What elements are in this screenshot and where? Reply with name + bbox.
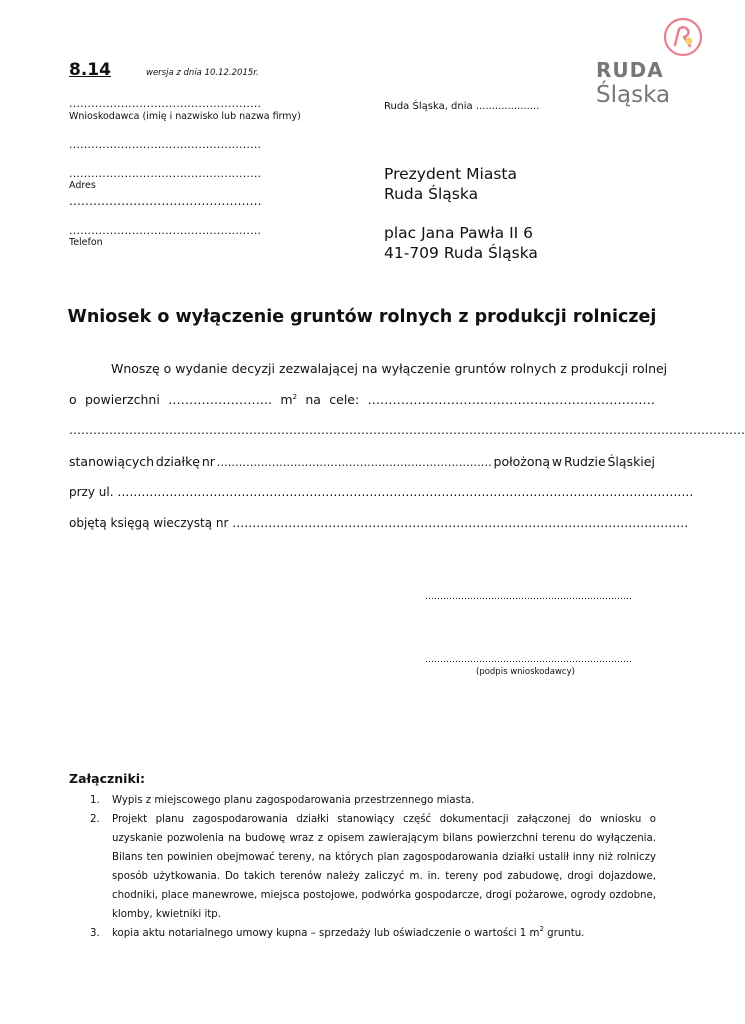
plot-word: Śląskiej: [607, 454, 655, 469]
intro-text: Wnoszę o wydanie decyzji zezwalającej na wyłączenie gruntów rolnych z produkcji rolnej: [111, 361, 668, 376]
attachment-number: 1.: [90, 795, 100, 806]
area-field[interactable]: …………………….: [168, 392, 273, 407]
phone-field[interactable]: ....................................................: [69, 224, 262, 237]
applicant-field[interactable]: ....................................................: [69, 97, 262, 110]
attachment-text: kopia aktu notarialnego umowy kupna – sprzedaży lub oświadczenie o wartości 1 $m^2$ gruntu.: [112, 925, 585, 939]
area-o: o: [69, 392, 77, 407]
recipient-line-1: Prezydent Miasta: [384, 165, 517, 183]
plot-line: [69, 454, 655, 469]
goal-field-2[interactable]: …………………………………………………………………………………………………………………………………………………….: [69, 423, 745, 437]
signature-field-2[interactable]: ……………………………………………………………: [425, 655, 632, 665]
logo-text-slaska: Śląska: [596, 82, 671, 108]
plot-word: działkę: [155, 454, 201, 469]
area-word: powierzchni: [84, 392, 160, 407]
recipient-line-4: 41-709 Ruda Śląska: [384, 244, 538, 262]
signature-label: (podpis wnioskodawcy): [476, 667, 575, 677]
plot-word: nr: [201, 454, 215, 469]
attachment-item: [69, 791, 656, 810]
address-field[interactable]: ....................................................: [69, 167, 262, 180]
recipient-line-3: plac Jana Pawła II 6: [384, 224, 533, 242]
street-field[interactable]: przy ul. ………………………………………………………………………………………………………………………………: [69, 485, 694, 499]
recipient-line-2: Ruda Śląska: [384, 185, 479, 203]
area-cel: cele:: [329, 392, 360, 407]
logo-text-ruda: RUDA: [596, 58, 664, 82]
phone-label: Telefon: [69, 237, 103, 248]
land-register-field[interactable]: objętą księgą wieczystą nr ……………………………………………………………………………………………………: [69, 516, 689, 530]
city-logo-icon: [663, 17, 703, 57]
attachment-number: 3.: [90, 928, 100, 939]
plot-word: stanowiących: [69, 454, 155, 469]
attachment-item: [69, 924, 656, 943]
document-number: 8.14: [69, 60, 111, 80]
area-unit: $m^2$: [280, 392, 298, 407]
attachments-list: [69, 791, 656, 943]
area-line: [69, 392, 655, 407]
document-title: Wniosek o wyłączenie gruntów rolnych z produkcji rolniczej: [67, 307, 657, 327]
address-field-2[interactable]: ................................................: [69, 194, 262, 208]
attachment-item: [69, 810, 656, 924]
attachment-number: 2.: [90, 814, 100, 825]
plot-word: położoną: [493, 454, 551, 469]
plot-word: Rudzie: [563, 454, 606, 469]
plot-word: w: [551, 454, 563, 469]
applicant-field-2[interactable]: ....................................................: [69, 138, 262, 151]
attachment-text: Wypis z miejscowego planu zagospodarowania przestrzennego miasta.: [112, 795, 475, 806]
goal-field[interactable]: ……………………………………………………………: [367, 392, 655, 407]
attachment-text: Projekt planu zagospodarowania działki stanowiący część dokumentacji załączonej do wniosku o uzyskanie pozwolenia na budowę wraz z opisem zawierającym bilans powierzchni terenu do wyłączenia. Bilans ten powinien obejmować tereny, na których plan zagospodarowania działki ustalił inny niż rolniczy sposób użytkowania. Do takich terenów należy zaliczyć m. in. tereny pod zabudowę, drogi dojazdowe, chodniki, place manewrowe, miejsca postojowe, podwórka gospodarcze, drogi pożarowe, ogrody ozdobne, klomby, kwietniki itp.: [112, 814, 656, 920]
version-date: wersja z dnia 10.12.2015r.: [146, 68, 259, 78]
signature-field-1[interactable]: ……………………………………………………………: [425, 592, 632, 602]
attachments-heading: Załączniki:: [69, 771, 146, 786]
city-date-field[interactable]: Ruda Śląska, dnia ....................: [384, 101, 540, 112]
applicant-label: Wnioskodawca (imię i nazwisko lub nazwa firmy): [69, 111, 301, 122]
area-na: na: [305, 392, 321, 407]
plot-number-field[interactable]: …………………………………………………………………: [216, 456, 492, 469]
address-label: Adres: [69, 180, 96, 191]
